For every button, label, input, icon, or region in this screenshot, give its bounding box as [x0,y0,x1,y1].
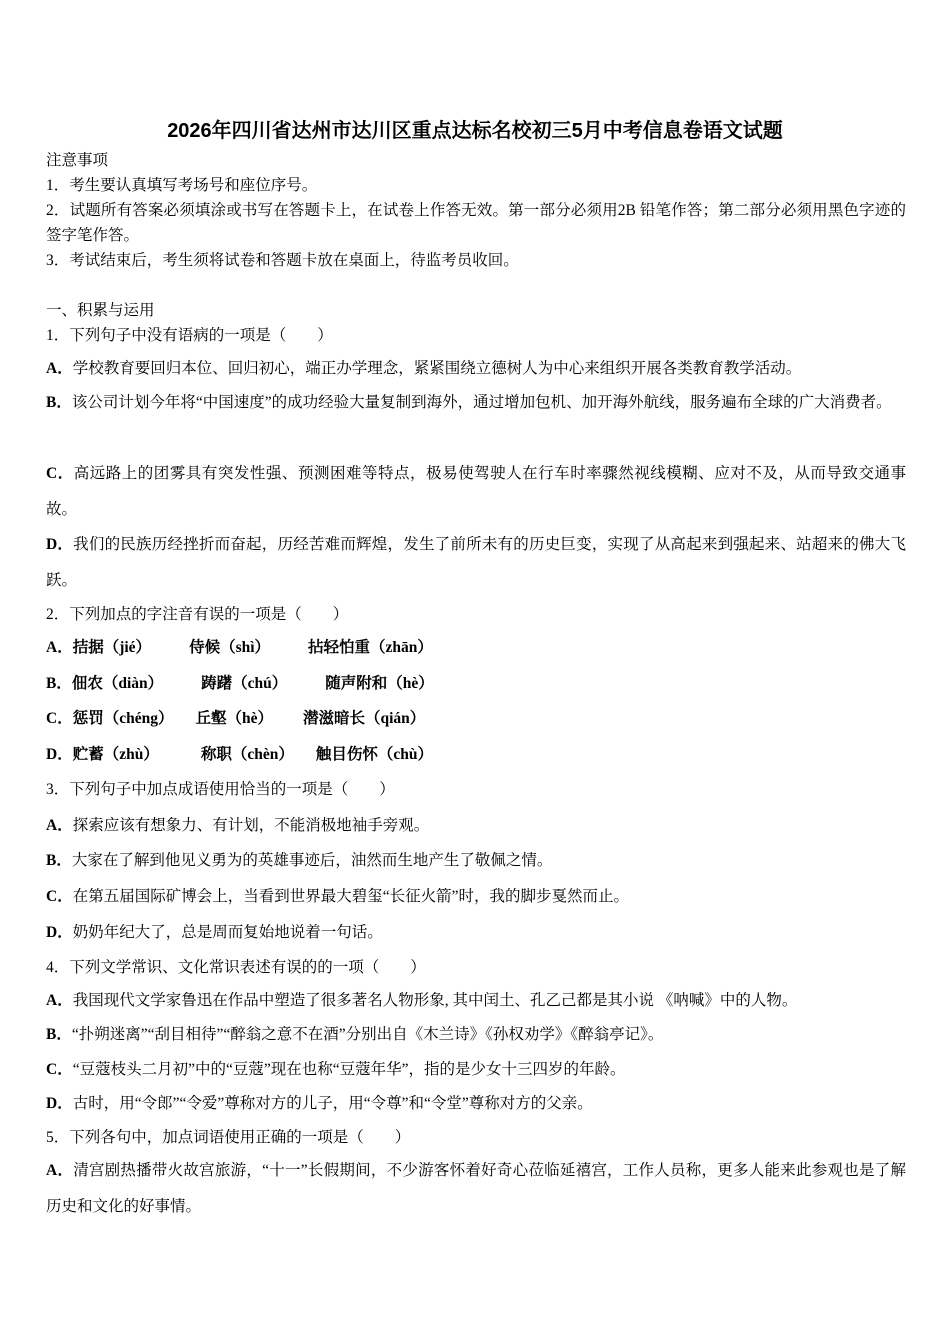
option-part: 踌躇（chú） [201,675,288,692]
option-d [46,1094,906,1114]
option-text: 在第五届国际矿博会上，当看到世界最大碧玺“长征火箭”时，我的脚步戛然而止。 [72,888,629,905]
option-text: “豆蔻枝头二月初”中的“豆蔻”现在也称“豆蔻年华”，指的是少女十三四岁的年龄。 [72,1061,626,1078]
option-label: D． [46,1095,73,1112]
notice-item: 1．考生要认真填写考场号和座位序号。 [46,177,318,194]
option-text: 探索应该有想象力、有计划，不能消极地袖手旁观。 [72,817,430,834]
notice-item: 2．试题所有答案必须填涂或书写在答题卡上，在试卷上作答无效。第一部分必须用2B 铅笔作答；第二部分必须用黑色字迹的签字笔作答。 [46,202,906,244]
option-part: 佃农（diàn） [71,675,164,692]
question-stem: 4．下列文学常识、文化常识表述有误的的一项（ ） [46,959,426,976]
option-d [46,745,906,765]
option-text: 该公司计划今年将“中国速度”的成功经验大量复制到海外，通过增加包机、加开海外航线，服务遍布全球的广大消费者。 [71,394,892,411]
option-text: 古时，用“令郎”“令爱”尊称对方的儿子，用“令尊”和“令堂”尊称对方的父亲。 [72,1095,593,1112]
option-text: 大家在了解到他见义勇为的英雄事迹后，油然而生地产生了敬佩之情。 [71,852,553,869]
option-part: 随声附和（hè） [325,675,434,692]
option-label: B． [46,1026,72,1043]
notice-item: 3．考试结束后，考生须将试卷和答题卡放在桌面上，待监考员收回。 [46,252,519,269]
option-b [46,385,906,421]
option-label: A． [46,639,73,656]
option-label: D． [46,924,73,941]
option-b [46,1025,906,1045]
option-d [46,923,906,943]
option-part: 拈轻怕重（zhān） [308,639,433,656]
option-a [46,991,906,1011]
option-b [46,674,906,694]
option-a [46,1153,906,1225]
option-b [46,851,906,871]
option-c [46,456,906,528]
option-label: D． [46,746,73,763]
question-stem: 5．下列各句中，加点词语使用正确的一项是（ ） [46,1129,411,1146]
option-c [46,1060,906,1080]
option-text: 我国现代文学家鲁迅在作品中塑造了很多著名人物形象, 其中闰土、孔乙己都是其小说 《呐喊》中的人物。 [72,992,798,1009]
option-text: 高远路上的团雾具有突发性强、预测困难等特点，极易使驾驶人在行车时率骤然视线模糊、应对不及，从而导致交通事故。 [46,465,906,518]
option-label: D． [46,536,74,553]
option-part: 潜滋暗长（qián） [302,710,426,727]
question-stem: 2．下列加点的字注音有误的一项是（ ） [46,606,349,623]
option-c [46,887,906,907]
option-a [46,638,906,658]
option-part: 惩罚（chéng） [72,710,174,727]
option-label: C． [46,465,74,482]
option-text: 我们的民族历经挫折而奋起，历经苦难而辉煌，发生了前所未有的历史巨变，实现了从高起来到强起来、站超来的佛大飞跃。 [46,536,906,589]
option-text: 清宫剧热播带火故宫旅游，“十一”长假期间，不少游客怀着好奇心莅临延禧宫，工作人员称，更多人能来此参观也是了解历史和文化的好事情。 [46,1162,906,1215]
option-a [46,816,906,836]
option-label: B． [46,852,72,869]
notice-heading: 注意事项 [46,152,109,169]
question-stem: 1．下列句子中没有语病的一项是（ ） [46,327,333,344]
option-label: C． [46,710,73,727]
option-text: 学校教育要回归本位、回归初心，端正办学理念，紧紧围绕立德树人为中心来组织开展各类教育教学活动。 [72,360,802,377]
document-title: 2026年四川省达州市达川区重点达标名校初三5月中考信息卷语文试题 [167,120,783,142]
option-c [46,709,906,729]
section-heading: 一、积累与运用 [46,302,155,319]
option-label: A． [46,1162,74,1179]
question-stem: 3．下列句子中加点成语使用恰当的一项是（ ） [46,781,395,798]
option-label: B． [46,394,72,411]
option-label: A． [46,360,73,377]
option-label: C． [46,888,73,905]
option-part: 侍候（shì） [189,639,271,656]
option-label: B． [46,675,72,692]
option-part: 丘壑（hè） [195,710,273,727]
option-text: “扑朔迷离”“刮目相待”“醉翁之意不在酒”分别出自《木兰诗》《孙权劝学》《醉翁亭记》。 [71,1026,664,1043]
option-text: 奶奶年纪大了，总是周而复始地说着一句话。 [72,924,383,941]
option-part: 拮据（jié） [72,639,152,656]
option-label: C． [46,1061,73,1078]
option-a [46,359,906,379]
option-label: A． [46,817,73,834]
option-part: 贮蓄（zhù） [72,746,159,763]
option-label: A． [46,992,73,1009]
option-part: 触目伤怀（chù） [315,746,433,763]
option-part: 称职（chèn） [200,746,294,763]
option-d [46,527,906,599]
